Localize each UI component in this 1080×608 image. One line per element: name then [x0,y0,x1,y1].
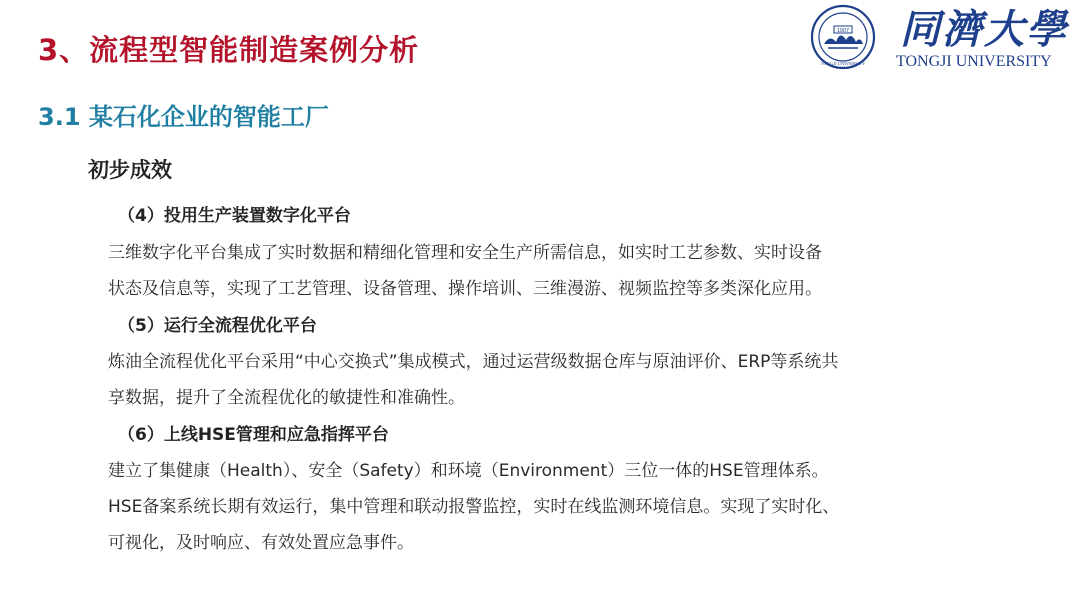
section-heading: 初步成效 [88,158,172,182]
body-text-line: 建立了集健康（Health）、安全（Safety）和环境（Environment）三位一体的HSE管理体系。 [108,461,829,481]
body-text-line: HSE备案系统长期有效运行，集中管理和联动报警监控，实时在线监测环境信息。实现了实时化、 [108,497,840,517]
body-text-line: 三维数字化平台集成了实时数据和精细化管理和安全生产所需信息，如实时工艺参数、实时设备 [108,243,822,263]
page-title: 3、流程型智能制造案例分析 [38,33,420,67]
body-text-line: 炼油全流程优化平台采用“中心交换式”集成模式，通过运营级数据仓库与原油评价、ERP等系统共 [108,352,839,372]
university-name-en: TONGJI UNIVERSITY [896,53,1052,70]
body-text-line: 可视化，及时响应、有效处置应急事件。 [108,533,414,553]
item-heading: （5）运行全流程优化平台 [118,316,317,336]
university-seal-icon [810,4,876,70]
body-text-line: 状态及信息等，实现了工艺管理、设备管理、操作培训、三维漫游、视频监控等多类深化应用。 [108,279,822,299]
university-logo [810,4,1078,74]
section-subtitle: 3.1 某石化企业的智能工厂 [38,103,329,131]
seal-text: TONGJI UNIVERSITY [820,61,866,66]
item-heading: （6）上线HSE管理和应急指挥平台 [118,425,389,445]
body-text-line: 享数据，提升了全流程优化的敏捷性和准确性。 [108,388,465,408]
university-name-cn: 同濟大學 [900,6,1068,53]
item-heading: （4）投用生产装置数字化平台 [118,206,351,226]
seal-year: 1907 [836,28,850,34]
